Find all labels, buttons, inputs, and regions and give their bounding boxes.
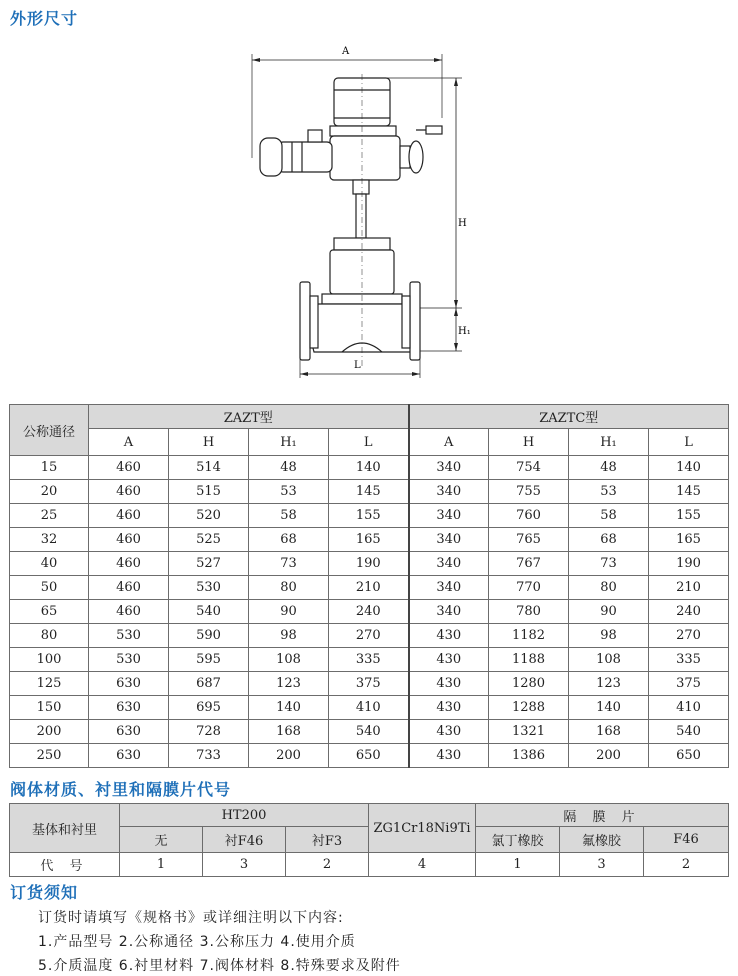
col-header-h1: H₁ [249, 429, 329, 456]
dimension-cell: 430 [409, 720, 489, 744]
table-row [10, 720, 729, 744]
dimension-cell: 73 [569, 552, 649, 576]
nominal-diameter-cell: 150 [10, 696, 89, 720]
dimension-cell: 140 [329, 456, 409, 480]
subcol-chloroprene: 氯丁橡胶 [476, 827, 560, 853]
dimension-cell: 340 [409, 480, 489, 504]
dimension-cell: 90 [569, 600, 649, 624]
dimension-cell: 530 [89, 648, 169, 672]
dimension-cell: 140 [249, 696, 329, 720]
dimension-cell: 340 [409, 600, 489, 624]
dimension-cell: 530 [169, 576, 249, 600]
subcol-lined-f3: 衬F3 [286, 827, 369, 853]
table-row [10, 480, 729, 504]
dimension-cell: 410 [329, 696, 409, 720]
dimension-cell: 48 [569, 456, 649, 480]
dimension-cell: 53 [569, 480, 649, 504]
col-header-h1: H₁ [569, 429, 649, 456]
dimension-cell: 590 [169, 624, 249, 648]
dimension-cell: 630 [89, 744, 169, 768]
dimension-cell: 460 [89, 552, 169, 576]
dimension-cell: 460 [89, 528, 169, 552]
nominal-diameter-cell: 20 [10, 480, 89, 504]
dimension-cell: 460 [89, 576, 169, 600]
subcol-f46: F46 [644, 827, 729, 853]
dimension-cell: 165 [329, 528, 409, 552]
dimension-cell: 430 [409, 624, 489, 648]
dimension-cell: 375 [329, 672, 409, 696]
dimension-cell: 240 [649, 600, 729, 624]
nominal-diameter-cell: 80 [10, 624, 89, 648]
substrate-lining-header: 基体和衬里 [10, 804, 120, 853]
dimension-cell: 460 [89, 504, 169, 528]
dimension-cell: 140 [649, 456, 729, 480]
dimension-cell: 165 [649, 528, 729, 552]
dimension-cell: 765 [489, 528, 569, 552]
dimension-cell: 98 [569, 624, 649, 648]
dimension-cell: 80 [249, 576, 329, 600]
nominal-diameter-cell: 15 [10, 456, 89, 480]
col-header-h: H [169, 429, 249, 456]
dimension-cell: 73 [249, 552, 329, 576]
dimension-cell: 123 [569, 672, 649, 696]
nominal-diameter-cell: 32 [10, 528, 89, 552]
zg1cr18ni9ti-header: ZG1Cr18Ni9Ti [369, 804, 476, 853]
valve-outline-drawing [230, 38, 490, 383]
nominal-diameter-cell: 40 [10, 552, 89, 576]
dimensions-title: 外形尺寸 [10, 9, 79, 28]
dimension-cell: 780 [489, 600, 569, 624]
dimensions-table-body [10, 456, 729, 768]
col-header-a: A [409, 429, 489, 456]
code-cell: 2 [286, 853, 369, 877]
dimension-cell: 515 [169, 480, 249, 504]
dimension-cell: 460 [89, 480, 169, 504]
dimension-cell: 58 [249, 504, 329, 528]
group-header-zazt: ZAZT型 [89, 405, 409, 429]
dim-label-l: L [354, 360, 361, 371]
dimension-cell: 340 [409, 576, 489, 600]
dimension-cell: 1188 [489, 648, 569, 672]
dimension-cell: 460 [89, 600, 169, 624]
ht200-header: HT200 [120, 804, 369, 827]
dimension-cell: 540 [169, 600, 249, 624]
col-header-a: A [89, 429, 169, 456]
dimension-cell: 80 [569, 576, 649, 600]
table-row [10, 672, 729, 696]
dimension-cell: 108 [249, 648, 329, 672]
dimension-cell: 68 [249, 528, 329, 552]
order-line-2: 5.介质温度 6.衬里材料 7.阀体材料 8.特殊要求及附件 [38, 958, 401, 974]
dimension-cell: 595 [169, 648, 249, 672]
nominal-diameter-cell: 125 [10, 672, 89, 696]
dimension-cell: 695 [169, 696, 249, 720]
nominal-diameter-cell: 50 [10, 576, 89, 600]
dimension-cell: 1182 [489, 624, 569, 648]
dimension-cell: 168 [569, 720, 649, 744]
dimension-cell: 767 [489, 552, 569, 576]
table-row [10, 648, 729, 672]
dimension-cell: 733 [169, 744, 249, 768]
dim-label-h: H [458, 218, 467, 229]
group-header-zaztc: ZAZTC型 [409, 405, 729, 429]
dimension-cell: 200 [249, 744, 329, 768]
nominal-diameter-header: 公称通径 [10, 405, 89, 456]
nominal-diameter-cell: 65 [10, 600, 89, 624]
dimension-cell: 650 [329, 744, 409, 768]
code-cell: 1 [476, 853, 560, 877]
diaphragm-header: 隔 膜 片 [476, 804, 729, 827]
dim-label-a: A [342, 46, 350, 57]
dimension-cell: 1321 [489, 720, 569, 744]
dimension-cell: 650 [649, 744, 729, 768]
dimension-cell: 630 [89, 696, 169, 720]
dimension-cell: 190 [649, 552, 729, 576]
dimension-cell: 58 [569, 504, 649, 528]
materials-title: 阀体材质、衬里和隔膜片代号 [10, 780, 232, 799]
dimension-cell: 90 [249, 600, 329, 624]
code-cell: 4 [369, 853, 476, 877]
order-intro: 订货时请填写《规格书》或详细注明以下内容: [38, 910, 344, 926]
table-row [10, 600, 729, 624]
nominal-diameter-cell: 100 [10, 648, 89, 672]
dimension-cell: 630 [89, 672, 169, 696]
dimension-cell: 145 [649, 480, 729, 504]
table-row [10, 696, 729, 720]
materials-table [9, 803, 729, 877]
dimension-cell: 755 [489, 480, 569, 504]
nominal-diameter-cell: 25 [10, 504, 89, 528]
dim-label-h1: H₁ [458, 326, 471, 337]
dimension-cell: 68 [569, 528, 649, 552]
dimension-cell: 687 [169, 672, 249, 696]
dimension-cell: 210 [649, 576, 729, 600]
subcol-fluororubber: 氟橡胶 [560, 827, 644, 853]
col-header-l: L [329, 429, 409, 456]
dimension-cell: 270 [329, 624, 409, 648]
dimension-cell: 155 [329, 504, 409, 528]
table-row [10, 456, 729, 480]
dimension-cell: 410 [649, 696, 729, 720]
dimension-cell: 514 [169, 456, 249, 480]
dimension-cell: 375 [649, 672, 729, 696]
order-line-1: 1.产品型号 2.公称通径 3.公称压力 4.使用介质 [38, 934, 356, 950]
dimension-cell: 728 [169, 720, 249, 744]
table-row [10, 576, 729, 600]
dimension-cell: 53 [249, 480, 329, 504]
table-row [10, 504, 729, 528]
dimension-cell: 145 [329, 480, 409, 504]
dimension-cell: 335 [329, 648, 409, 672]
dimension-cell: 430 [409, 672, 489, 696]
dimension-cell: 527 [169, 552, 249, 576]
dimension-cell: 525 [169, 528, 249, 552]
dimension-cell: 1280 [489, 672, 569, 696]
subcol-none: 无 [120, 827, 203, 853]
table-row [10, 624, 729, 648]
dimension-cell: 430 [409, 696, 489, 720]
dimension-cell: 190 [329, 552, 409, 576]
nominal-diameter-cell: 250 [10, 744, 89, 768]
dimension-cell: 48 [249, 456, 329, 480]
dimension-cell: 770 [489, 576, 569, 600]
col-header-l: L [649, 429, 729, 456]
code-label: 代 号 [10, 853, 120, 877]
table-row [10, 552, 729, 576]
dimension-cell: 1386 [489, 744, 569, 768]
order-title: 订货须知 [10, 883, 79, 902]
dimension-cell: 155 [649, 504, 729, 528]
dimension-cell: 210 [329, 576, 409, 600]
dimension-cell: 123 [249, 672, 329, 696]
dimension-cell: 530 [89, 624, 169, 648]
code-cell: 2 [644, 853, 729, 877]
dimension-cell: 200 [569, 744, 649, 768]
dimension-cell: 540 [329, 720, 409, 744]
dimension-cell: 108 [569, 648, 649, 672]
dimension-cell: 754 [489, 456, 569, 480]
dimension-cell: 240 [329, 600, 409, 624]
dimension-cell: 270 [649, 624, 729, 648]
code-cell: 1 [120, 853, 203, 877]
dimension-cell: 430 [409, 744, 489, 768]
dimension-cell: 340 [409, 504, 489, 528]
dimension-cell: 1288 [489, 696, 569, 720]
nominal-diameter-cell: 200 [10, 720, 89, 744]
code-cell: 3 [560, 853, 644, 877]
dimension-cell: 340 [409, 456, 489, 480]
dimension-cell: 340 [409, 528, 489, 552]
dimension-cell: 340 [409, 552, 489, 576]
dimensions-table [9, 404, 729, 768]
dimension-cell: 430 [409, 648, 489, 672]
dimension-cell: 540 [649, 720, 729, 744]
code-cell: 3 [203, 853, 286, 877]
dimension-cell: 140 [569, 696, 649, 720]
subcol-lined-f46: 衬F46 [203, 827, 286, 853]
dimension-cell: 168 [249, 720, 329, 744]
dimension-cell: 520 [169, 504, 249, 528]
dimension-cell: 460 [89, 456, 169, 480]
dimension-cell: 98 [249, 624, 329, 648]
dimension-cell: 335 [649, 648, 729, 672]
table-row [10, 744, 729, 768]
col-header-h: H [489, 429, 569, 456]
table-row [10, 528, 729, 552]
dimension-cell: 630 [89, 720, 169, 744]
dimension-cell: 760 [489, 504, 569, 528]
